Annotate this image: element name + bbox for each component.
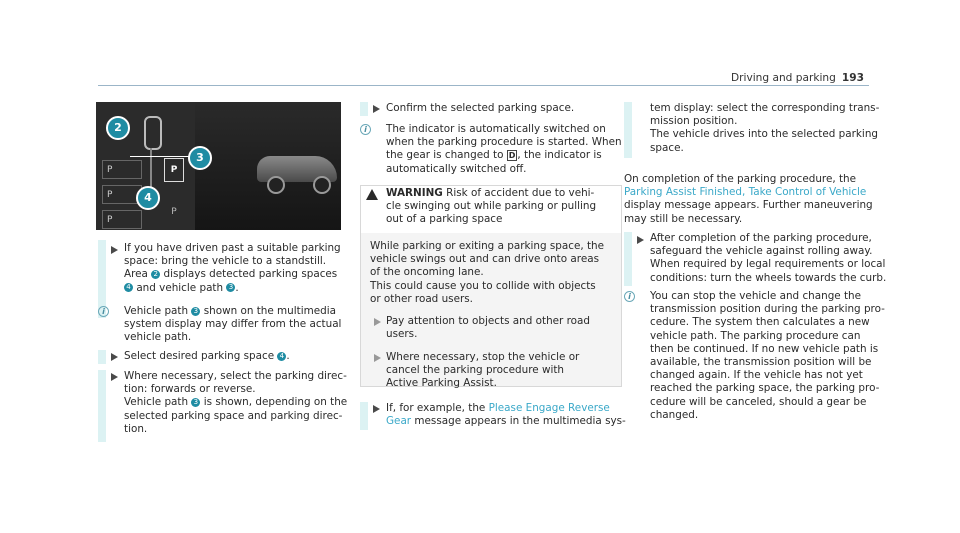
vehicle-image: [195, 102, 341, 230]
warning-step: Pay attention to objects and other road users.: [386, 315, 590, 341]
step-bar: [360, 102, 368, 116]
callout-3: 3: [188, 146, 212, 170]
parking-slot: P: [102, 185, 142, 204]
step-arrow-icon: [374, 318, 381, 326]
message-link: Parking Assist Finished, Take Control of Vehicle: [624, 186, 867, 199]
step-arrow-icon: [374, 354, 381, 362]
header-rule: [98, 85, 869, 86]
ref-4: 4: [124, 283, 133, 292]
step-arrow-icon: [111, 353, 118, 361]
step-text: Where necessary, select the parking direc- tion: forwards or reverse. Vehicle path 3 is shown, depending on the selected parking space and parking direc- tion.: [124, 370, 348, 435]
page-header: [731, 72, 864, 85]
callout-2: 2: [106, 116, 130, 140]
parking-display-figure: [96, 102, 341, 230]
step-arrow-icon: [373, 105, 380, 113]
wheel-icon: [313, 176, 331, 194]
selected-slot: P: [164, 158, 184, 182]
step-bar: [624, 102, 632, 158]
step-text: If, for example, the Please Engage Reverse Gear message appears in the multimedia sys-: [386, 402, 626, 428]
wheel-icon: [267, 176, 285, 194]
step-arrow-icon: [373, 405, 380, 413]
step-arrow-icon: [637, 236, 644, 244]
step-arrow-icon: [111, 373, 118, 381]
parking-slot: P: [102, 160, 142, 179]
callout-4: 4: [136, 186, 160, 210]
warning-triangle-icon: [366, 189, 378, 200]
ref-3: 3: [226, 283, 235, 292]
info-text: Vehicle path 3 shown on the multimedia system display may differ from the actual vehicle path.: [124, 305, 342, 344]
parking-slot: P: [171, 207, 177, 217]
parking-slot: P: [102, 210, 142, 229]
ref-2: 2: [151, 270, 160, 279]
info-text: You can stop the vehicle and change the transmission position during the parking pro- cedure. The system then calculates a new vehicle path. The parking procedure can then be continued. If no new vehicle path is available, the transmission position will be changed again. If the vehicle has not yet reached the parking space, the parking pro- cedure will be canceled, should a gear be changed.: [650, 290, 885, 421]
step-text: After completion of the parking procedure, safeguard the vehicle against rolling away. When required by legal requirements or local conditions: turn the wheels towards the curb.: [650, 232, 887, 284]
step-bar: [624, 232, 632, 286]
step-arrow-icon: [111, 246, 118, 254]
section-title: Driving and parking: [731, 72, 836, 84]
step-text: Confirm the selected parking space.: [386, 102, 575, 114]
step-text: If you have driven past a suitable parking space: bring the vehicle to a standstill. Area 2 displays detected parking spaces 4 and vehicle path 3 .: [124, 242, 341, 294]
paragraph: On completion of the parking procedure, the Parking Assist Finished, Take Control of Vehicle display message appears. Further maneuvering may still be necessary.: [624, 173, 873, 225]
warning-body: While parking or exiting a parking space, the vehicle swings out and can drive onto areas of the oncoming lane. This could cause you to collide with objects or other road users.: [370, 240, 605, 305]
info-icon: i: [360, 124, 371, 135]
info-text: The indicator is automatically switched on when the parking procedure is started. When the gear is changed to D , the indicator is automatically switched off.: [386, 123, 622, 175]
step-text: Select desired parking space 4 .: [124, 350, 290, 362]
message-link: Gear: [386, 415, 412, 428]
step-bar: [98, 350, 106, 364]
info-icon: i: [98, 306, 109, 317]
message-link: Please Engage Reverse: [488, 402, 610, 414]
warning-step: Where necessary, stop the vehicle or cancel the parking procedure with Active Parking Assist.: [386, 351, 580, 390]
car-top-view-icon: [144, 116, 162, 150]
info-icon: i: [624, 291, 635, 302]
warning-heading: WARNING Risk of accident due to vehi- cle swinging out while parking or pulling out of a parking space: [386, 187, 597, 226]
step-bar: [360, 402, 368, 430]
page-number: 193: [841, 72, 864, 84]
step-bar: [98, 370, 106, 442]
gear-d-icon: D: [508, 151, 516, 161]
step-continuation: tem display: select the corresponding trans- mission position. The vehicle drives into the selected parking space.: [650, 102, 880, 154]
